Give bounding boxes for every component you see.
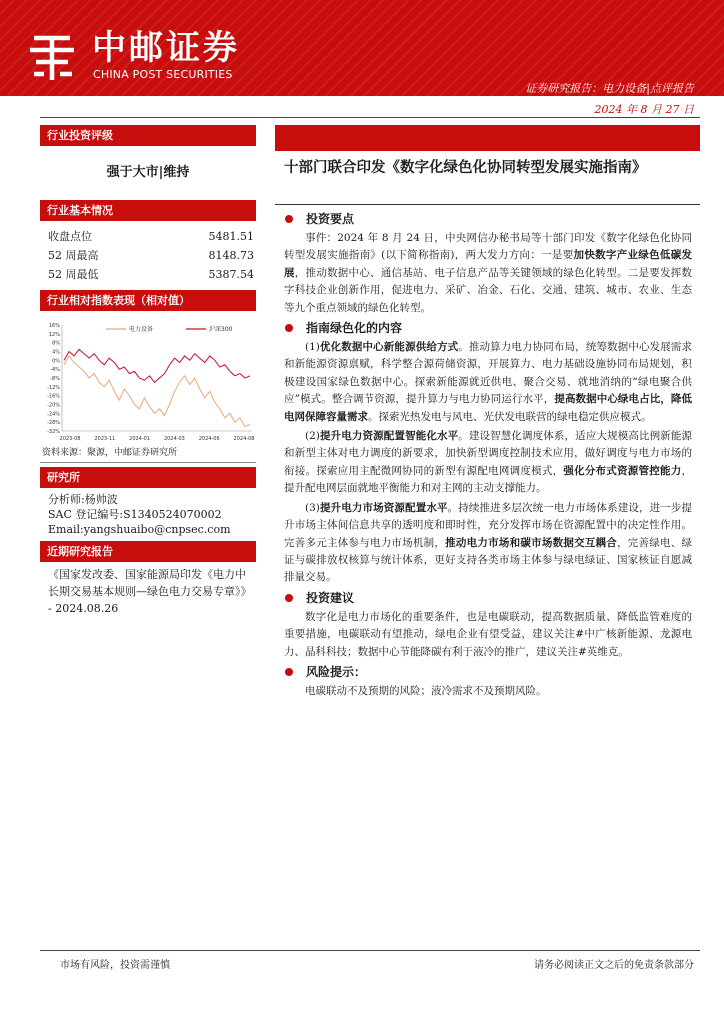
chart-source: 资料来源：聚源，中邮证券研究所: [40, 443, 256, 463]
y-tick-label: 8%: [52, 340, 60, 347]
info-label: 52 周最高: [48, 249, 99, 262]
analyst-email[interactable]: Email:yangshuaibo@cnpsec.com: [48, 523, 231, 536]
x-tick-label: 2023-08: [59, 436, 81, 442]
main-content: [284, 208, 692, 700]
recent-reports-heading: 近期研究报告: [40, 541, 256, 562]
performance-chart-svg: [40, 315, 256, 443]
footer-disclaimer: 市场有风险，投资需谨慎: [60, 960, 170, 971]
recent-report-item[interactable]: 《国家发改委、国家能源局印发《电力中长期交易基本规则—绿色电力交易专章》》 - 2024.08.26: [48, 568, 252, 615]
info-label: 收盘点位: [48, 230, 92, 243]
section-heading: 指南绿色化的内容: [284, 317, 692, 339]
x-tick-label: 2024-01: [129, 436, 151, 442]
info-value: 5481.51: [208, 230, 254, 243]
paragraph: (3)提升电力市场资源配置水平。持续推进多层次统一电力市场体系建设，进一步提升市场主体间信息共享的透明度和即时性，充分发挥市场在资源配置中的决定性作用。完善多元主体参与电力市场机制，推动电力市场和碳市场数据交互耦合，完善绿电、绿证与碳排放权核算与统计体系，更好支持各类市场主体参与绿电绿证、国家核证自愿减排量交易。: [284, 501, 693, 584]
paragraph: (2)提升电力资源配置智能化水平。建设智慧化调度体系，适应大规模高比例新能源和新型主体对电力调度的新要求，加快新型调度控制技术应用，做好调度与电力市场的衔接。探索应用主配微网协同的新型有源配电网调度模式，强化分布式资源管控能力，提升配电网层面就地平衡能力和对主网的主动支撑能力。: [284, 430, 693, 495]
analyst-info: [40, 488, 256, 541]
basic-info-heading: 行业基本情况: [40, 200, 256, 221]
y-tick-label: -20%: [47, 402, 60, 409]
x-tick-label: 2023-11: [94, 436, 116, 442]
section-heading: 风险提示：: [284, 661, 692, 683]
rating-heading: 行业投资评级: [40, 125, 256, 146]
paragraph: 数字化是电力市场化的重要条件，也是电碳联动，提高数据质量、降低监管难度的重要措施，电碳联动有望推动，绿电企业有望受益，建议关注#中广核新能源、龙源电力、晶科科技；数据中心节能降碳有利于液冷的推广，建议关注#英维克。: [284, 610, 692, 658]
info-label: 52 周最低: [48, 268, 99, 281]
china-post-logo-icon: [26, 28, 78, 84]
company-name-en: CHINA POST SECURITIES: [93, 68, 233, 81]
analyst-name: 分析师:杨帅波: [48, 493, 118, 506]
relative-performance-chart: [40, 315, 256, 443]
info-row: [40, 246, 256, 265]
x-tick-label: 2024-08: [233, 436, 255, 442]
info-value: 8148.73: [208, 249, 254, 262]
y-tick-label: -4%: [50, 367, 60, 374]
y-tick-label: -8%: [50, 376, 60, 382]
report-type: 证券研究报告：电力设备|点评报告: [525, 82, 694, 95]
y-tick-label: 12%: [48, 331, 60, 338]
series-line: [64, 349, 250, 382]
legend-label: 电力设备: [129, 326, 154, 333]
x-tick-label: 2024-06: [198, 436, 220, 442]
legend-label: 沪深300: [209, 326, 233, 333]
report-header: [0, 0, 724, 96]
section-heading: 投资要点: [284, 208, 692, 230]
report-date: 2024 年 8 月 27 日: [594, 103, 694, 116]
footer-divider: [40, 950, 700, 951]
y-tick-label: 16%: [48, 323, 60, 329]
paragraph: 电碳联动不及预期的风险；液冷需求不及预期风险。: [305, 684, 547, 697]
x-tick-label: 2024-03: [163, 436, 185, 442]
y-tick-label: -12%: [47, 384, 60, 391]
title-bar: [275, 125, 700, 151]
sidebar: [40, 125, 256, 617]
report-title: 十部门联合印发《数字化绿色化协同转型发展实施指南》: [284, 160, 647, 176]
title-divider: [275, 204, 700, 205]
footer-notice: 请务必阅读正文之后的免责条款部分: [534, 960, 694, 971]
y-tick-label: -24%: [47, 411, 60, 418]
info-value: 5387.54: [208, 268, 254, 281]
paragraph: 事件：2024 年 8 月 24 日，中央网信办秘书局等十部门印发《数字化绿色化协同转型发展实施指南》(以下简称指南)，两大发力方向：一是要加快数字产业绿色低碳发展，推动数据中心、通信基站、电子信息产品等关键领域的绿色化转型。二是要发挥数字科技企业创新作用，促进电力、采矿、冶金、石化、交通、建筑、城市、农业、生态等九个重点领域的绿色化转型。: [284, 232, 693, 314]
company-name-cn: 中邮证券: [92, 28, 240, 68]
paragraph: (1)优化数据中心新能源供给方式。推动算力电力协同布局，统筹数据中心发展需求和新能源资源禀赋，科学整合源荷储资源，开展算力、电力基础设施协同布局规划，积极建设国家绿色数据中心。探索新能源就近供电、聚合交易、就地消纳的“绿电聚合供应”模式。整合调节资源，提升算力与电力协同运行水平，提高数据中心绿电占比，降低电网保障容量需求。探索光热发电与风电、光伏发电联营的绿电稳定供应模式。: [284, 341, 693, 423]
info-row: [40, 265, 256, 284]
section-heading: 投资建议: [284, 587, 692, 609]
y-tick-label: -32%: [47, 429, 60, 435]
y-tick-label: -16%: [47, 393, 60, 400]
y-tick-label: -28%: [47, 420, 60, 427]
y-tick-label: 0%: [52, 358, 60, 365]
analyst-sac: SAC 登记编号:S1340524070002: [48, 508, 222, 521]
research-heading: 研究所: [40, 467, 256, 488]
industry-rating: 强于大市|维持: [106, 165, 190, 180]
y-tick-label: 4%: [52, 349, 60, 356]
performance-heading: 行业相对指数表现（相对值）: [40, 290, 256, 311]
info-row: [40, 227, 256, 246]
